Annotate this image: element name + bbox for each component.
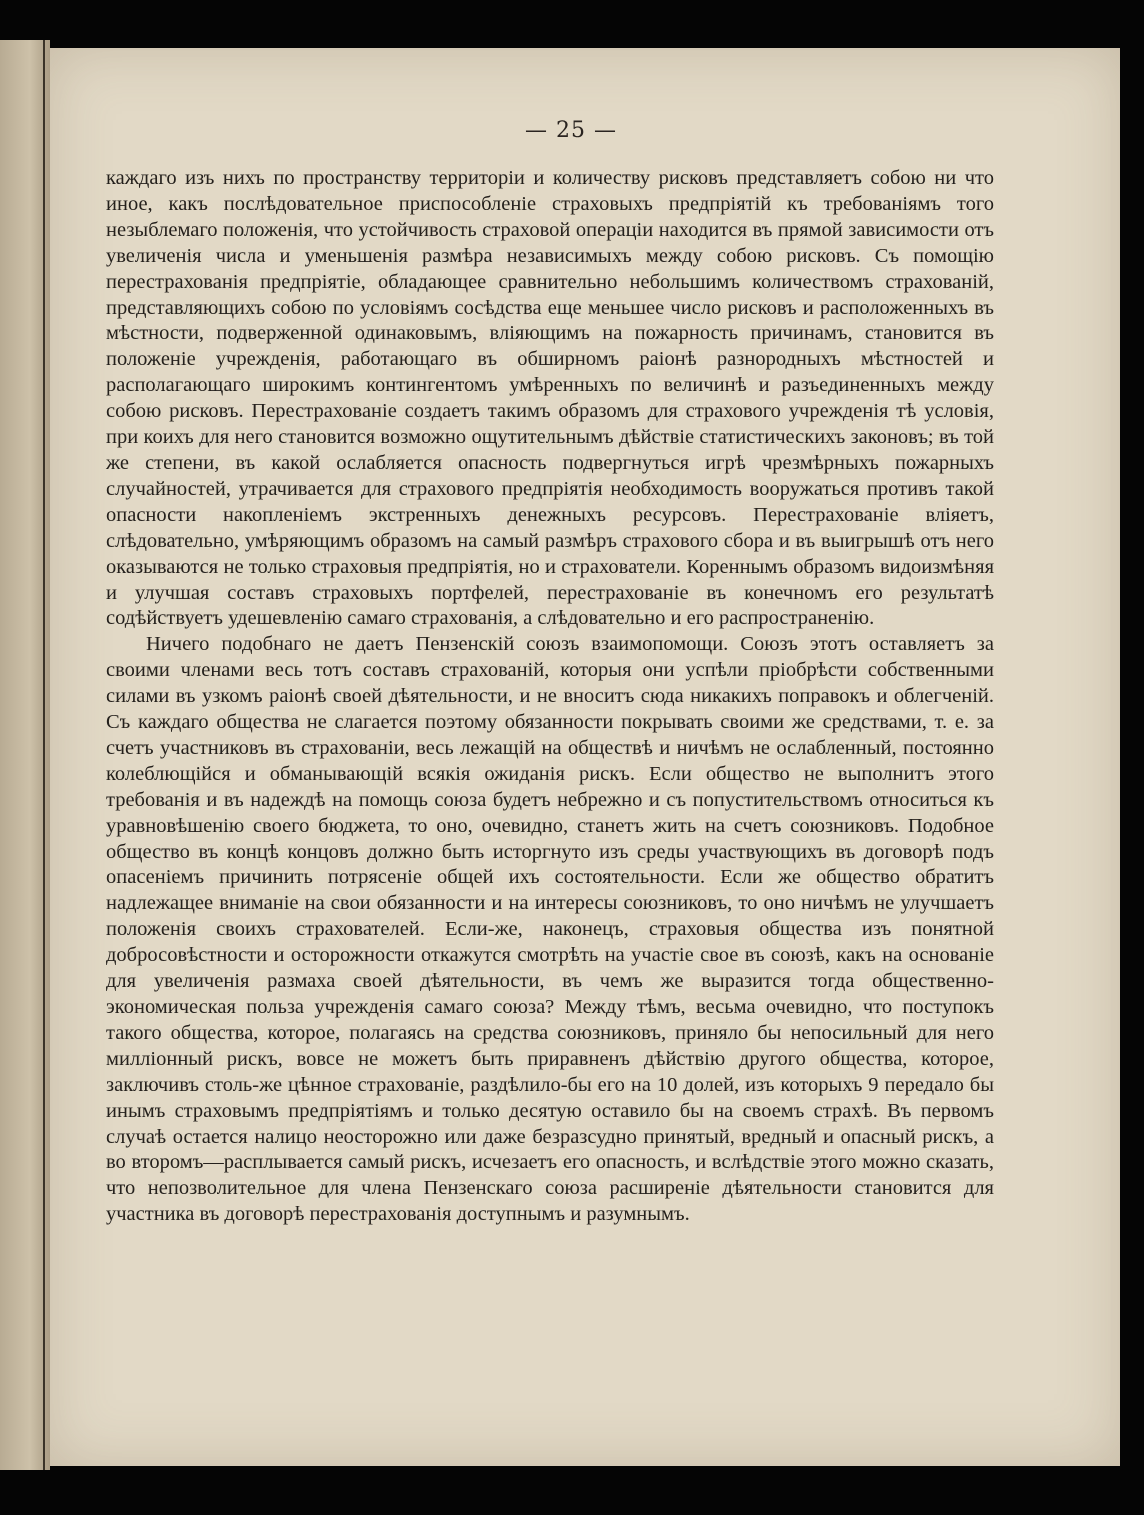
body-text: [106, 166, 994, 1228]
paragraph-2: Ничего подобнаго не даетъ Пензенскій союзъ взаимопомощи. Союзъ этотъ оставляетъ за своими членами весь тотъ составъ страхованій, которыя они успѣли пріобрѣсти собственными силами въ узкомъ раіонѣ своей дѣятельности, и не вноситъ сюда никакихъ поправокъ и облегченій. Съ каждаго общества не слагается поэтому обязанности покрывать своими же средствами, т. е. за счетъ участниковъ въ страхованіи, весь лежащій на обществѣ и ничѣмъ не ослабленный, постоянно колеблющійся и обманывающій всякія ожиданія рискъ. Если общество не выполнитъ этого требованія и въ надеждѣ на помощь союза будетъ небрежно и съ попустительствомъ относиться къ уравновѣшенію своего бюджета, то оно, очевидно, станетъ жить на счетъ союзниковъ. Подобное общество въ концѣ концовъ должно быть исторгнуто изъ среды участвующихъ въ договорѣ подъ опасеніемъ причинить потрясеніе общей ихъ состоятельности. Если же общество обратитъ надлежащее вниманіе на свои обязанности и на интересы союзниковъ, то оно ничѣмъ не улучшаетъ положенія своихъ страхователей. Если-же, наконецъ, страховыя общества изъ понятной добросовѣстности и осторожности откажутся смотрѣть на участіе свое въ союзѣ, какъ на основаніе для увеличенія размаха своей дѣятельности, въ чемъ же выразится тогда общественно-экономическая польза учрежденія самаго союза? Между тѣмъ, весьма очевидно, что поступокъ такого общества, которое, полагаясь на средства союзниковъ, приняло бы непосильный для него милліонный рискъ, вовсе не можетъ быть приравненъ дѣйствію другого общества, которое, заключивъ столь-же цѣнное страхованіе, раздѣлило-бы его на 10 долей, изъ которыхъ 9 передало бы инымъ страховымъ предпріятіямъ и только десятую оставило бы на своемъ страхѣ. Въ первомъ случаѣ остается налицо неосторожно или даже безразсудно принятый, вредный и опасный рискъ, а во второмъ—расплывается самый рискъ, исчезаетъ его опасность, и вслѣдствіе этого можно сказать, что непозволительное для члена Пензенскаго союза расширеніе дѣятельности становится для участника въ договорѣ перестрахованія доступнымъ и разумнымъ.: [106, 633, 994, 1226]
page-number: — 25 —: [525, 118, 617, 143]
page-gutter-line: [43, 40, 45, 1470]
document-page: [50, 48, 1120, 1466]
previous-page-edge: [0, 40, 50, 1470]
paragraph-1: каждаго изъ нихъ по пространству территоріи и количеству рисковъ представляетъ собою ни что иное, какъ послѣдовательное приспособленіе страховыхъ предпріятій къ требованіямъ того незыблемаго положенія, что устойчивость страховой операціи находится въ прямой зависимости отъ увеличенія числа и уменьшенія размѣра независимыхъ между собою рисковъ. Съ помощію перестрахованія предпріятіе, обладающее сравнительно небольшимъ количествомъ страхованій, представляющихъ собою по условіямъ сосѣдства еще меньшее число рисковъ и расположенныхъ въ мѣстности, подверженной одинаковымъ, вліяющимъ на пожарность причинамъ, становится въ положеніе учрежденія, работающаго въ обширномъ раіонѣ разнородныхъ мѣстностей и располагающаго широкимъ контингентомъ умѣренныхъ по величинѣ и разъединенныхъ между собою рисковъ. Перестрахованіе создаетъ такимъ образомъ для страхового учрежденія тѣ условія, при коихъ для него становится возможно ощутительнымъ дѣйствіе статистическихъ законовъ; въ той же степени, въ какой ослабляется опасность подвергнуться игрѣ чрезмѣрныхъ пожарныхъ случайностей, утрачивается для страхового предпріятія необходимость вооружаться противъ такой опасности накопленіемъ экстренныхъ денежныхъ ресурсовъ. Перестрахованіе вліяетъ, слѣдовательно, умѣряющимъ образомъ на самый размѣръ страхового сбора и въ выигрышѣ отъ него оказываются не только страховыя предпріятія, но и страхователи. Кореннымъ образомъ видоизмѣняя и улучшая составъ страховыхъ портфелей, перестрахованіе въ конечномъ его результатѣ содѣйствуетъ удешевленію самаго страхованія, а слѣдовательно и его распространенію.: [106, 167, 994, 630]
